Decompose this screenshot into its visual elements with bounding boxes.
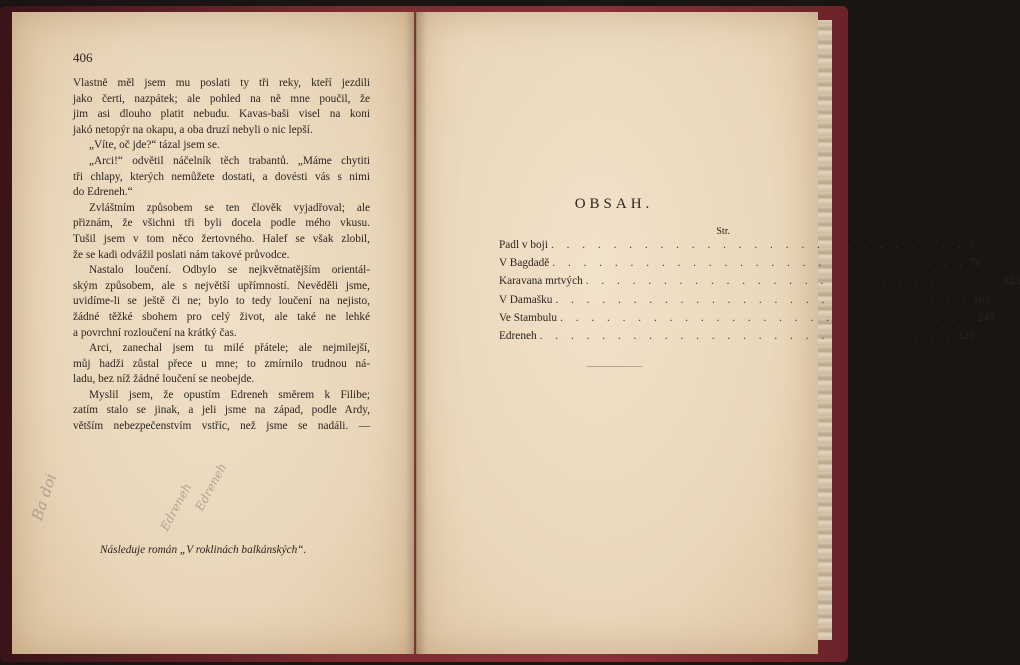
table-of-contents <box>499 236 1020 345</box>
text-line: žádné těžké sbohem pro celý život, ale také ne lehké <box>73 310 370 323</box>
pencil-note: Ba doi <box>28 471 61 523</box>
text-line: větším nebezpečenstvím vstříc, než jsme se nadáli. — <box>73 420 370 433</box>
toc-page-number: 78 <box>970 257 982 270</box>
toc-page-number: 163 <box>973 293 991 306</box>
text-line: „Víte, oč jde?“ tázal jsem se. <box>89 139 220 152</box>
text-line: do Edreneh.“ <box>73 186 133 199</box>
text-line: Zvláštním způsobem se ten člověk vyjadřoval; ale <box>89 201 370 214</box>
text-line: Vlastně měl jsem mu poslati ty tři reky, kteří jezdili <box>73 77 370 89</box>
book-gutter <box>405 12 427 654</box>
pencil-note: Edreneh <box>192 460 230 514</box>
toc-leader-dots: . . . . . . . . . . . . . . . . . . . . . . . . . . . <box>550 239 966 251</box>
toc-title: Padl v boji <box>499 239 548 251</box>
toc-leader-dots: . . . . . . . . . . . . . . . . . . . . . . . . . . . <box>539 330 955 343</box>
toc-row <box>499 309 995 327</box>
toc-page-number: 123 <box>1003 275 1020 288</box>
toc-leader-dots: . . . . . . . . . . . . . . . . . . . . . . . . . . . <box>555 293 971 306</box>
toc-title: Ve Stambulu <box>499 311 558 324</box>
text-line: Nastalo loučení. Odbylo se nejkvětnatějším orientál- <box>89 264 370 277</box>
toc-title: Karavana mrtvých <box>499 275 583 288</box>
contents-title: OBSAH. <box>574 196 654 212</box>
text-line: uvidíme-li se ještě či ne; bylo to tedy loučení na nejisto, <box>73 295 370 308</box>
toc-row <box>499 327 975 345</box>
toc-title: Edreneh <box>499 330 537 343</box>
text-line: jakó netopýr na okapu, a oba druzí nebyli o nic lepší. <box>73 123 313 136</box>
text-line: zatím stalo se jinak, a jeli jsme na západ, podle Ardy, <box>73 404 370 417</box>
toc-row <box>499 291 991 309</box>
text-line: „Arci!“ odvětil náčelník těch trabantů. „Máme chytiti <box>89 154 370 167</box>
text-line: Arci, zanechal jsem tu milé přátele; ale nejmilejší, <box>89 342 370 355</box>
text-line: můj hadži zůstal přece u mne; to zmírnilo trudnou ná- <box>73 357 370 370</box>
text-line: přiznám, že všichni tři byli docela podle mého vkusu. <box>73 217 370 230</box>
text-line: jim asi dlouho platit nebudu. Kavas-baši visel na koni <box>73 108 370 121</box>
toc-row <box>499 272 1020 290</box>
page-column-label: Str. <box>716 226 730 237</box>
text-line: tři chlapy, kterých nemůžete dostati, a dovésti vás s nimi <box>73 170 370 183</box>
text-line: Tušil jsem v tom něco žertovného. Halef se však zlobil, <box>73 232 370 245</box>
text-line: Myslil jsem, že opustím Edreneh směrem k Filibe; <box>89 388 370 401</box>
toc-row <box>499 236 975 254</box>
text-line: ským způsobem, ale s největší upřímností. Nevěděli jsme, <box>73 279 370 292</box>
toc-leader-dots: . . . . . . . . . . . . . . . . . . . . . . . . . . . <box>560 311 975 324</box>
page-number: 406 <box>73 50 93 65</box>
toc-page-number: 329 <box>957 330 975 343</box>
text-line: že se kadi odvážil poslati nám takové průvodce. <box>73 248 290 261</box>
text-line: ladu, bez níž žádné loučení se neobejde. <box>73 373 255 386</box>
toc-title: V Bagdadě <box>499 257 550 270</box>
body-text <box>73 76 370 435</box>
divider-rule <box>586 366 642 367</box>
toc-leader-dots: . . . . . . . . . . . . . . . . . . . . . . . . . . . <box>552 257 967 270</box>
text-line: a povrchní rozloučení na krátký čas. <box>73 326 237 339</box>
toc-page-number: 5 <box>968 239 975 251</box>
toc-title: V Damašku <box>499 293 553 306</box>
text-line: jako čerti, nazpátek; ale pohled na ně mne poučil, že <box>73 92 370 105</box>
next-novel-note: Následuje román „V roklinách balkánských“. <box>100 544 307 556</box>
toc-leader-dots: . . . . . . . . . . . . . . . . . . . . . . . . . . . <box>585 275 1001 288</box>
toc-row <box>499 254 982 272</box>
pencil-note: Edreneh <box>157 480 195 534</box>
toc-page-number: 245 <box>977 311 995 324</box>
